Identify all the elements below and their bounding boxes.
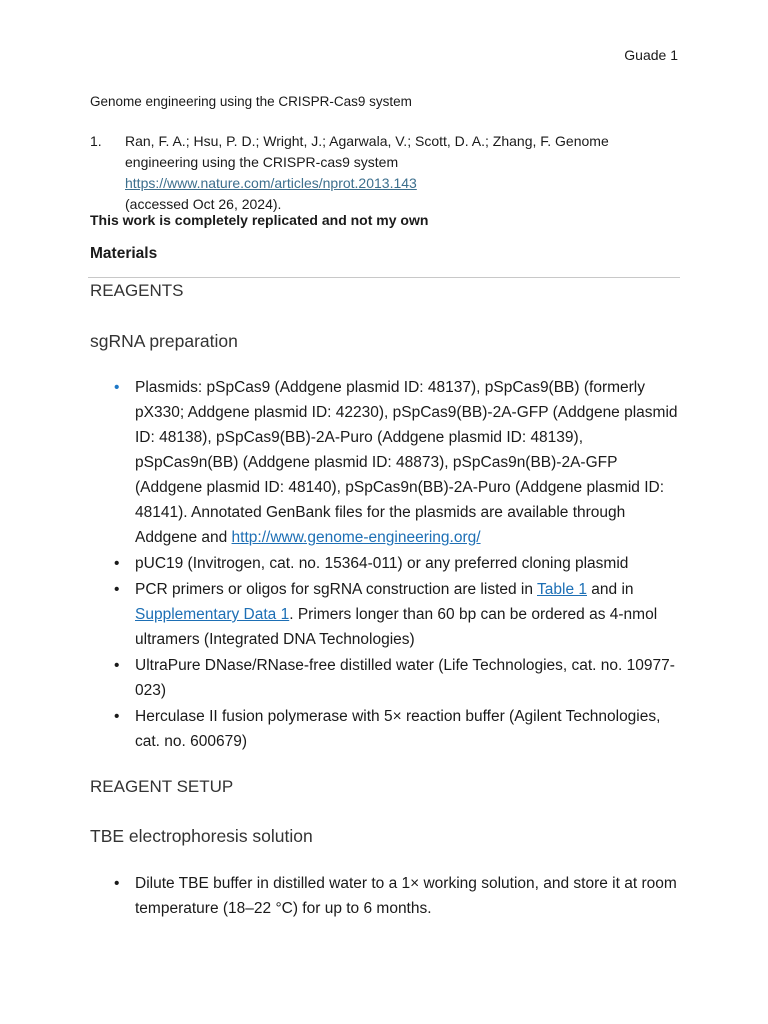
tbe-instruction: Dilute TBE buffer in distilled water to a 1× working solution, and store it at room temperature (18–22 °C) for up to 6 months. <box>135 875 677 917</box>
document-subtitle: Genome engineering using the CRISPR-Cas9 system <box>90 94 412 109</box>
page-header: Guade 1 <box>624 47 678 63</box>
tbe-list <box>90 871 680 921</box>
sgrna-list <box>90 375 680 755</box>
water-text: UltraPure DNase/RNase-free distilled water (Life Technologies, cat. no. 10977-023) <box>135 657 675 699</box>
reagent-setup-heading: REAGENT SETUP <box>90 777 234 796</box>
primers-text: PCR primers or oligos for sgRNA construction are listed in <box>135 581 538 598</box>
disclaimer-notice: This work is completely replicated and not my own <box>90 212 429 228</box>
plasmids-text: Plasmids: pSpCas9 (Addgene plasmid ID: 48137), pSpCas9(BB) (formerly pX330; Addgene plasmid ID: 42230), pSpCas9(BB)-2A-GFP (Addgene plasmid ID: 48138), pSpCas9(BB)-2A-Puro (Addgene plasmid ID: 48139), pSpCas9n(BB) (Addgene plasmid ID: 48873), pSpCas9n(BB)-2A-GFP (Addgene plasmid ID: 48140), pSpCas9n(BB)-2A-Puro (Addgene plasmid ID: 48141). Annotated GenBank files for the plasmids are available through Addgene and <box>135 379 678 546</box>
supplementary-data-link[interactable]: Supplementary Data 1 <box>135 606 290 623</box>
sgrna-heading: sgRNA preparation <box>90 331 238 351</box>
bullet-icon: • <box>114 379 120 396</box>
reagents-heading: REAGENTS <box>90 281 184 300</box>
citation-accessed: (accessed Oct 26, 2024). <box>125 196 282 212</box>
bullet-icon: • <box>114 708 120 725</box>
citation-link[interactable]: https://www.nature.com/articles/nprot.2013.143 <box>125 175 417 191</box>
bullet-icon: • <box>114 581 120 598</box>
primers-after-text: . Primers longer than 60 bp can be ordered as 4-nmol ultramers (Integrated DNA Technologies) <box>135 606 658 648</box>
herculase-text: Herculase II fusion polymerase with 5× reaction buffer (Agilent Technologies, cat. no. 600679) <box>135 708 661 750</box>
list-item <box>90 577 680 652</box>
puc19-text: pUC19 (Invitrogen, cat. no. 15364-011) or any preferred cloning plasmid <box>135 555 629 572</box>
list-item <box>90 704 680 754</box>
bullet-icon: • <box>114 555 120 572</box>
tbe-heading: TBE electrophoresis solution <box>90 826 313 846</box>
list-item <box>90 653 680 703</box>
genome-engineering-link[interactable]: http://www.genome-engineering.org/ <box>231 529 481 546</box>
list-item <box>90 871 680 921</box>
primers-mid-text: and in <box>587 581 634 598</box>
citation <box>90 131 680 215</box>
table-1-link[interactable]: Table 1 <box>537 581 587 598</box>
list-item <box>90 551 680 576</box>
bullet-icon: • <box>114 875 120 892</box>
list-item <box>90 375 680 550</box>
citation-number: 1. <box>90 133 102 149</box>
section-divider <box>88 277 680 278</box>
bullet-icon: • <box>114 657 120 674</box>
citation-text: Ran, F. A.; Hsu, P. D.; Wright, J.; Agarwala, V.; Scott, D. A.; Zhang, F. Genome engineering using the CRISPR-cas9 system <box>125 133 609 170</box>
materials-heading: Materials <box>90 245 158 262</box>
